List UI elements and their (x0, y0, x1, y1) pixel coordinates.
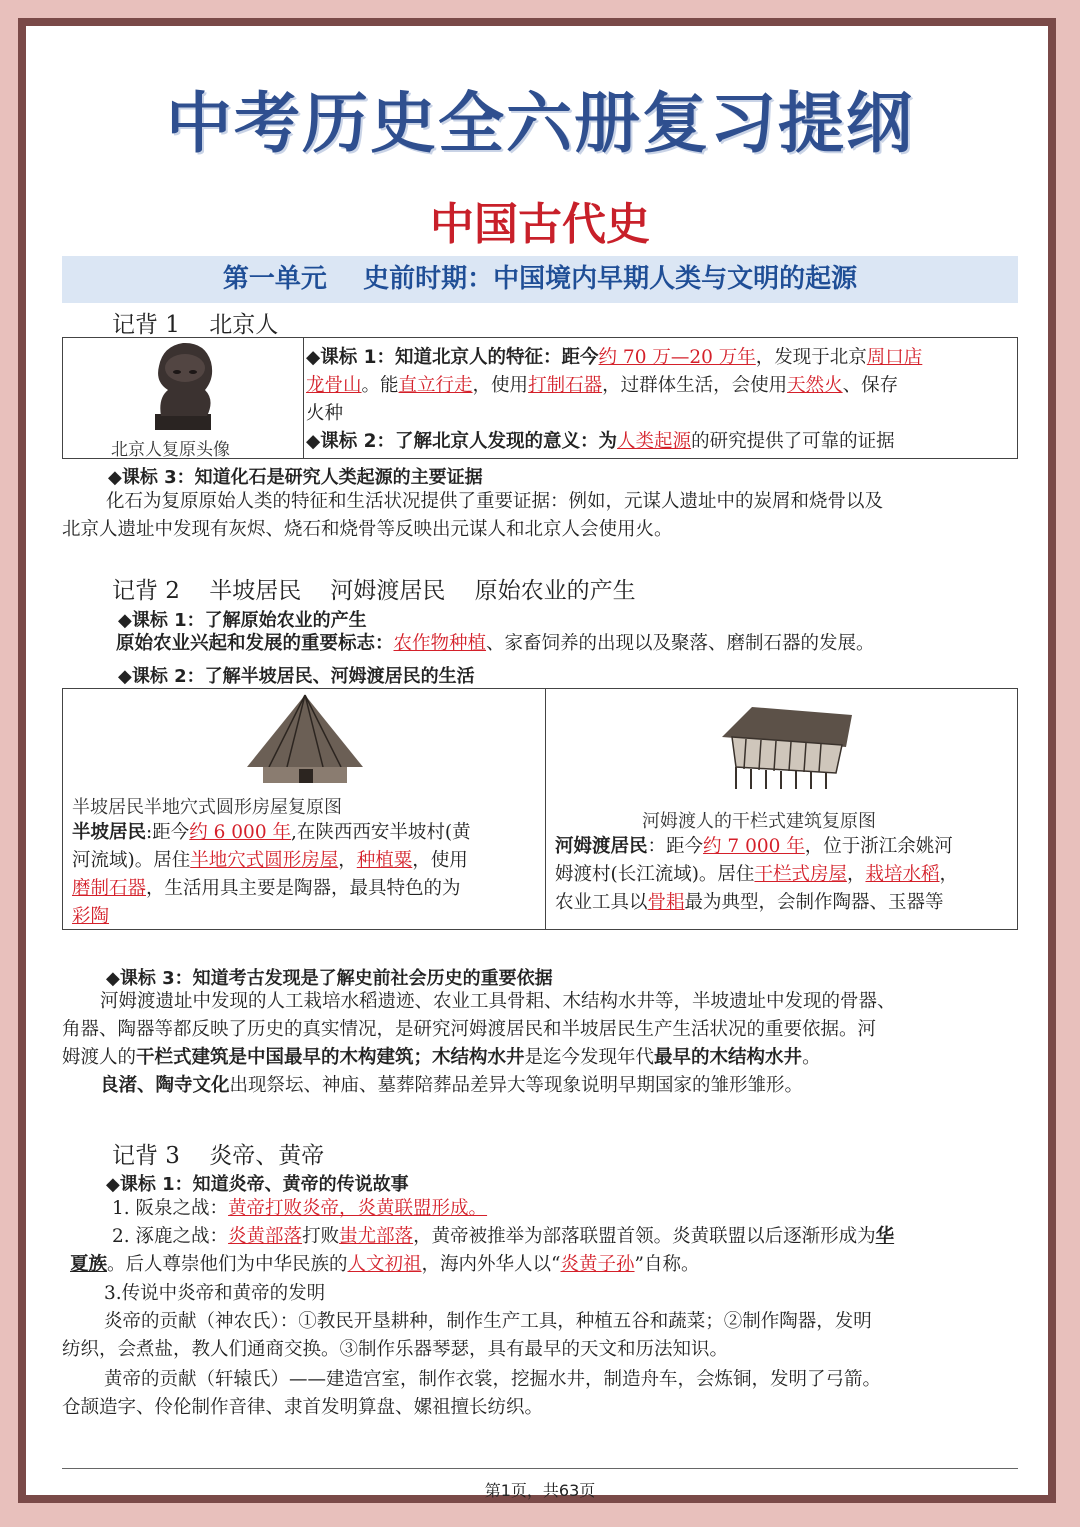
beijing-man-bust-image (63, 338, 303, 438)
paragraph-line: 黄帝的贡献（轩辕氏）——建造宫室，制作衣裳，挖掘水井，制造舟车，会炼铜，发明了弓箭。 (104, 1369, 882, 1390)
hemudu-cell (546, 689, 1018, 930)
paragraph-line: 炎帝的贡献（神农氏）：①教民开垦耕种，制作生产工具，种植五谷和蔬菜；②制作陶器，发明 (104, 1311, 872, 1332)
battle-zhuolu: 2. 涿鹿之战：炎黄部落打败蚩尤部落，黄帝被推举为部落联盟首领。炎黄联盟以后逐渐形成为华 (112, 1226, 895, 1247)
kebiao-1-heading: ◆课标 1：知道炎帝、黄帝的传说故事 (106, 1174, 409, 1195)
heading-beijing-man: 记背 1 北京人 (112, 312, 279, 338)
text-cell (304, 338, 1018, 459)
hemudu-caption: 河姆渡人的干栏式建筑复原图 (642, 811, 876, 832)
kebiao-1-line3: 火种 (306, 403, 344, 424)
image-cell (63, 338, 304, 459)
paragraph-line: 良渚、陶寺文化出现祭坛、神庙、墓葬陪葬品差异大等现象说明早期国家的雏形雏形。 (100, 1075, 804, 1096)
paragraph-line: 姆渡人的干栏式建筑是中国最早的木构建筑；木结构水井是迄今发现年代最早的木结构水井。 (62, 1047, 821, 1068)
hemudu-line1: 河姆渡居民：距今约 7 000 年，位于浙江余姚河 (555, 836, 953, 857)
banpo-line1: 半坡居民:距今约 6 000 年,在陕西西安半坡村(黄 (72, 822, 471, 843)
inventions-heading: 3.传说中炎帝和黄帝的发明 (104, 1283, 326, 1304)
page-number: 第1页，共63页 (484, 1481, 596, 1500)
paragraph-line: 纺织，会煮盐，教人们通商交换。③制作乐器琴瑟，具有最早的天文和历法知识。 (62, 1339, 729, 1360)
kebiao-1-heading: ◆课标 1：了解原始农业的产生 (118, 610, 367, 631)
unit-heading: 第一单元 史前时期：中国境内早期人类与文明的起源 (62, 256, 1018, 303)
paragraph-line: 河姆渡遗址中发现的人工栽培水稻遗迹、农业工具骨耜、木结构水井等，半坡遗址中发现的骨器、 (100, 991, 896, 1012)
hemudu-stilt-house-image (546, 689, 1018, 799)
kebiao-1-line: ◆课标 1：知道北京人的特征：距今约 70 万—20 万年，发现于北京周口店 (306, 347, 923, 368)
banpo-hemudu-table (62, 688, 1018, 930)
kebiao-1-line2: 龙骨山。能直立行走，使用打制石器，过群体生活，会使用天然火、保存 (306, 375, 899, 396)
heading-yandi-huangdi: 记背 3 炎帝、黄帝 (112, 1143, 325, 1169)
hemudu-line3: 农业工具以骨耜最为典型，会制作陶器、玉器等 (555, 892, 944, 913)
paragraph-line: 北京人遗址中发现有灰烬、烧石和烧骨等反映出元谋人和北京人会使用火。 (62, 519, 673, 540)
beijing-man-table (62, 337, 1018, 459)
main-title: 中考历史全六册复习提纲 (166, 85, 914, 162)
huaxia-line: 夏族。后人尊崇他们为中华民族的人文初祖，海内外华人以“炎黄子孙”自称。 (70, 1254, 700, 1275)
kebiao-2-heading: ◆课标 2：了解半坡居民、河姆渡居民的生活 (118, 666, 475, 687)
paragraph-line: 仓颉造字、伶伦制作音律、隶首发明算盘、嫘祖擅长纺织。 (62, 1397, 544, 1418)
kebiao-3-heading: ◆课标 3：知道考古发现是了解史前社会历史的重要依据 (106, 968, 553, 989)
banpo-line2: 河流域)。居住半地穴式圆形房屋，种植粟，使用 (72, 850, 468, 871)
banpo-cell (63, 689, 546, 930)
paragraph-line: 化石为复原原始人类的特征和生活状况提供了重要证据：例如，元谋人遗址中的炭屑和烧骨以及 (106, 491, 884, 512)
kebiao-2-line: ◆课标 2：了解北京人发现的意义：为人类起源的研究提供了可靠的证据 (306, 431, 895, 452)
banpo-line4: 彩陶 (72, 906, 110, 927)
paragraph-line: 角器、陶器等都反映了历史的真实情况，是研究河姆渡居民和半坡居民生产生活状况的重要依据。河 (62, 1019, 877, 1040)
battle-banquan: 1. 阪泉之战：黄帝打败炎帝，炎黄联盟形成。 (112, 1198, 488, 1219)
banpo-caption: 半坡居民半地穴式圆形房屋复原图 (72, 797, 342, 818)
heading-banpo-hemudu: 记背 2 半坡居民 河姆渡居民 原始农业的产生 (112, 578, 636, 604)
section-title: 中国古代史 (430, 199, 650, 250)
agriculture-sign-line: 原始农业兴起和发展的重要标志：农作物种植、家畜饲养的出现以及聚落、磨制石器的发展。 (116, 633, 875, 654)
banpo-house-image (63, 689, 545, 789)
footer-divider (62, 1468, 1018, 1469)
kebiao-3-heading: ◆课标 3：知道化石是研究人类起源的主要证据 (108, 467, 483, 488)
image-caption: 北京人复原头像 (111, 440, 230, 460)
hemudu-line2: 姆渡村(长江流域)。居住干栏式房屋，栽培水稻， (555, 864, 958, 885)
banpo-line3: 磨制石器，生活用具主要是陶器，最具特色的为 (72, 878, 461, 899)
